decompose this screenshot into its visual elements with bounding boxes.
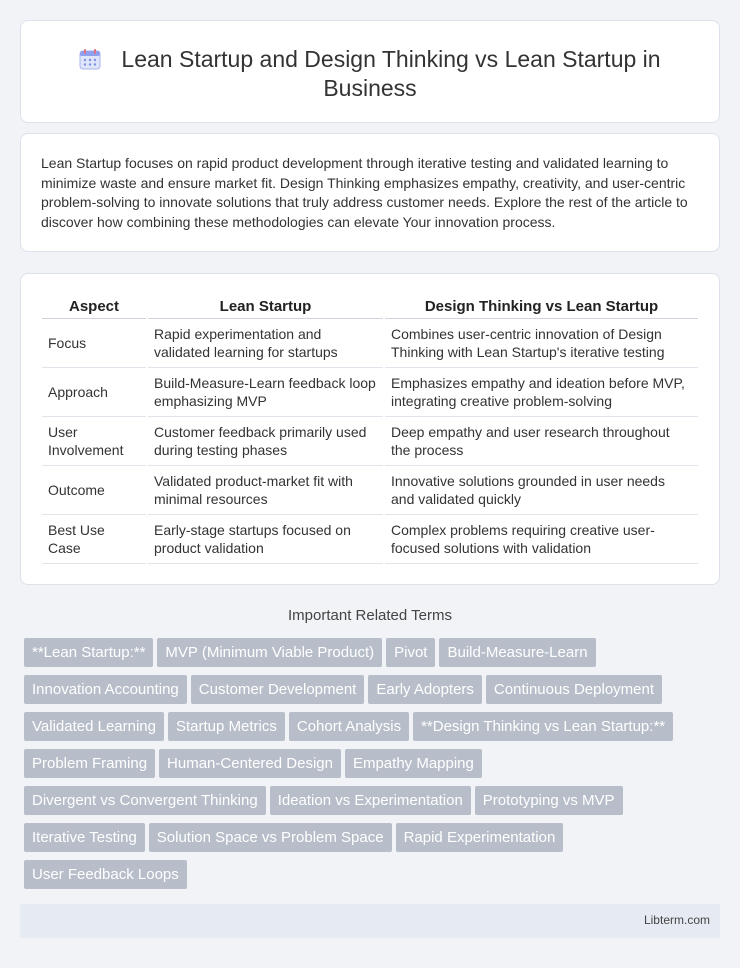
table-cell: Early-stage startups focused on product validation	[147, 515, 384, 564]
term-tag[interactable]: Startup Metrics	[168, 712, 285, 741]
term-tag[interactable]: Early Adopters	[368, 675, 482, 704]
term-tag[interactable]: Continuous Deployment	[486, 675, 662, 704]
comparison-table	[42, 296, 698, 564]
table-cell: Validated product-market fit with minimal resources	[147, 466, 384, 515]
term-tag[interactable]: MVP (Minimum Viable Product)	[157, 638, 382, 667]
footer	[20, 904, 720, 938]
table-row	[42, 466, 698, 515]
table-cell: Deep empathy and user research throughout the process	[384, 417, 698, 466]
term-tag[interactable]: Validated Learning	[24, 712, 164, 741]
term-tag[interactable]: Cohort Analysis	[289, 712, 409, 741]
term-tag[interactable]: Empathy Mapping	[345, 749, 482, 778]
term-tag[interactable]: Innovation Accounting	[24, 675, 187, 704]
table-cell: Build-Measure-Learn feedback loop emphasizing MVP	[147, 368, 384, 417]
related-terms-heading: Important Related Terms	[288, 607, 452, 624]
table-header-row	[42, 296, 698, 319]
term-tag[interactable]: Solution Space vs Problem Space	[149, 823, 392, 852]
term-tag[interactable]: **Design Thinking vs Lean Startup:**	[413, 712, 673, 741]
page-title: Lean Startup and Design Thinking vs Lean Startup in Business	[121, 46, 661, 101]
term-tag[interactable]: Build-Measure-Learn	[439, 638, 595, 667]
term-tag[interactable]: Pivot	[386, 638, 435, 667]
table-row	[42, 368, 698, 417]
term-tag[interactable]: Divergent vs Convergent Thinking	[24, 786, 266, 815]
footer-brand-link[interactable]: Libterm.com	[643, 913, 710, 927]
term-tag[interactable]: Rapid Experimentation	[396, 823, 564, 852]
page-title-wrap	[61, 45, 679, 103]
calendar-icon	[79, 48, 101, 70]
table-cell: Focus	[42, 319, 147, 368]
table-row	[42, 515, 698, 564]
term-tag[interactable]: Iterative Testing	[24, 823, 145, 852]
table-cell: Innovative solutions grounded in user needs and validated quickly	[384, 466, 698, 515]
table-cell: Rapid experimentation and validated learning for startups	[147, 319, 384, 368]
intro-paragraph: Lean Startup focuses on rapid product development through iterative testing and validated learning to minimize waste and ensure market fit. Design Thinking emphasizes empathy, creativity, and user-centric problem-solving to innovate solutions that truly address customer needs. Explore the rest of the article to discover how combining these methodologies can elevate Your innovation process.	[41, 155, 688, 230]
term-tag[interactable]: Customer Development	[191, 675, 365, 704]
term-tag[interactable]: **Lean Startup:**	[24, 638, 153, 667]
comparison-card	[20, 273, 720, 585]
term-tag[interactable]: Prototyping vs MVP	[475, 786, 623, 815]
column-header: Lean Startup	[147, 296, 384, 319]
term-tag[interactable]: Problem Framing	[24, 749, 155, 778]
term-tag[interactable]: User Feedback Loops	[24, 860, 187, 889]
column-header: Aspect	[42, 296, 147, 319]
table-cell: Combines user-centric innovation of Design Thinking with Lean Startup's iterative testing	[384, 319, 698, 368]
table-cell: Best Use Case	[42, 515, 147, 564]
related-terms-list	[20, 638, 720, 897]
term-tag[interactable]: Human-Centered Design	[159, 749, 341, 778]
table-cell: User Involvement	[42, 417, 147, 466]
table-cell: Complex problems requiring creative user-focused solutions with validation	[384, 515, 698, 564]
table-cell: Outcome	[42, 466, 147, 515]
intro-card	[20, 133, 720, 252]
table-cell: Emphasizes empathy and ideation before MVP, integrating creative problem-solving	[384, 368, 698, 417]
title-card	[20, 20, 720, 123]
table-row	[42, 417, 698, 466]
table-cell: Customer feedback primarily used during testing phases	[147, 417, 384, 466]
table-cell: Approach	[42, 368, 147, 417]
term-tag[interactable]: Ideation vs Experimentation	[270, 786, 471, 815]
table-row	[42, 319, 698, 368]
column-header: Design Thinking vs Lean Startup	[384, 296, 698, 319]
